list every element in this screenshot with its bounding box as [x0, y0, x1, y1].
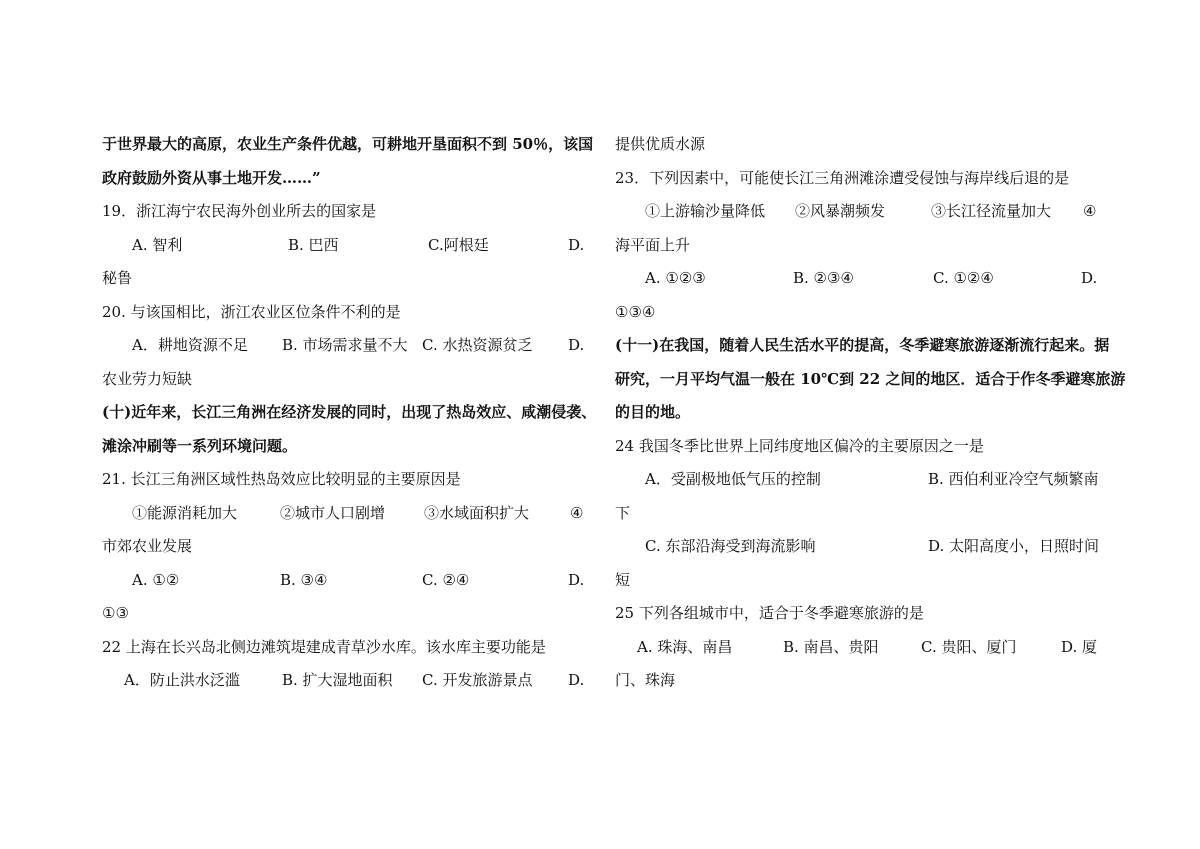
- choice-4-continuation: 市郊农业发展: [102, 537, 193, 555]
- option-b: B. ②③④: [793, 269, 854, 287]
- option-b: B. 扩大湿地面积: [282, 671, 393, 689]
- choice-4: ④: [570, 503, 584, 522]
- option-d: D.: [568, 235, 585, 254]
- option-a: A．受副极地低气压的控制: [645, 470, 821, 488]
- option-d: D.: [1081, 269, 1098, 287]
- choice-1: ①上游输沙量降低: [645, 202, 766, 220]
- choice-2: ②风暴潮频发: [795, 202, 886, 220]
- question-22: 22 上海在长兴岛北侧边滩筑堤建成青草沙水库。该水库主要功能是: [102, 637, 546, 656]
- option-d-continuation: 提供优质水源: [615, 135, 706, 153]
- left-column: [102, 128, 597, 698]
- question-21-options: [102, 564, 590, 598]
- choice-4: ④: [1083, 202, 1097, 220]
- option-d: D.: [568, 336, 585, 354]
- option-d-continuation: 秘鲁: [102, 269, 133, 287]
- option-a: A. ①②③: [645, 269, 706, 287]
- passage-text-line: 政府鼓励外资从事土地开发……”: [102, 168, 321, 187]
- choice-3: ③长江径流量加大: [931, 202, 1052, 220]
- option-a: A．防止洪水泛滥: [124, 671, 240, 689]
- option-a: A．耕地资源不足: [132, 336, 248, 354]
- question-21: 21. 长江三角洲区域性热岛效应比较明显的主要原因是: [102, 470, 461, 488]
- question-23: 23．下列因素中，可能使长江三角洲滩涂遭受侵蚀与海岸线后退的是: [615, 168, 1070, 187]
- option-c: C. 水热资源贫乏: [422, 336, 533, 354]
- question-19: 19．浙江海宁农民海外创业所去的国家是: [102, 202, 377, 220]
- option-d-continuation: 门、珠海: [615, 671, 676, 689]
- question-19-options: [102, 229, 590, 263]
- option-c: C. 贵阳、厦门: [921, 637, 1017, 656]
- option-d: D. 厦: [1061, 637, 1098, 656]
- option-b: B. 西伯利亚冷空气频繁南: [928, 470, 1099, 488]
- question-24-options-ab: [615, 463, 1100, 497]
- section-11-heading: 的目的地。: [615, 403, 691, 421]
- option-c: C. ①②④: [933, 269, 994, 287]
- option-c: C.阿根廷: [428, 235, 489, 254]
- option-a: A. 智利: [132, 235, 183, 254]
- section-10-heading: 滩涂冲刷等一系列环境问题。: [102, 436, 298, 455]
- option-c: C. ②④: [422, 570, 470, 589]
- question-20: 20. 与该国相比，浙江农业区位条件不利的是: [102, 302, 401, 321]
- option-d: D. 太阳高度小，日照时间: [928, 537, 1100, 555]
- choice-3: ③水域面积扩大: [424, 503, 530, 522]
- choice-4-continuation: 海平面上升: [615, 235, 691, 254]
- question-25: 25 下列各组城市中，适合于冬季避寒旅游的是: [615, 604, 924, 622]
- question-24-options-cd: [615, 530, 1100, 564]
- option-a: A. 珠海、南昌: [637, 637, 733, 656]
- option-d-continuation: ①③: [102, 604, 129, 622]
- option-b: B. ③④: [280, 570, 328, 589]
- option-b: B. 南昌、贵阳: [783, 637, 879, 656]
- question-22-options: [102, 664, 590, 698]
- option-b: B. 市场需求量不大: [282, 336, 408, 354]
- question-23-choices: [615, 195, 1100, 229]
- question-24: 24 我国冬季比世界上同纬度地区偏冷的主要原因之一是: [615, 436, 984, 455]
- option-b: B. 巴西: [288, 235, 339, 254]
- section-10-heading: (十)近年来，长江三角洲在经济发展的同时，出现了热岛效应、咸潮侵袭、: [102, 403, 597, 421]
- choice-1: ①能源消耗加大: [132, 503, 238, 522]
- section-11-heading: (十一)在我国，随着人民生活水平的提高，冬季避寒旅游逐渐流行起来。据: [615, 336, 1110, 354]
- option-a: A. ①②: [132, 570, 180, 589]
- option-d-continuation: ①③④: [615, 302, 656, 321]
- option-c: C. 开发旅游景点: [422, 671, 533, 689]
- question-23-options: [615, 262, 1100, 296]
- option-d: D.: [568, 671, 585, 689]
- option-b-continuation: 下: [615, 503, 631, 522]
- right-column: [615, 128, 1126, 698]
- question-20-options: [102, 329, 590, 363]
- question-25-options: [615, 631, 1100, 665]
- option-d-continuation: 农业劳力短缺: [102, 369, 193, 388]
- section-11-heading: 研究，一月平均气温一般在 10℃到 22 之间的地区．适合于作冬季避寒旅游: [615, 369, 1126, 388]
- option-d: D.: [568, 570, 585, 589]
- option-d-continuation: 短: [615, 570, 631, 589]
- question-21-choices: [102, 497, 590, 531]
- choice-2: ②城市人口剧增: [280, 503, 386, 522]
- passage-text-line: 于世界最大的高原，农业生产条件优越，可耕地开垦面积不到 50％，该国: [102, 135, 594, 153]
- option-c: C. 东部沿海受到海流影响: [645, 537, 816, 555]
